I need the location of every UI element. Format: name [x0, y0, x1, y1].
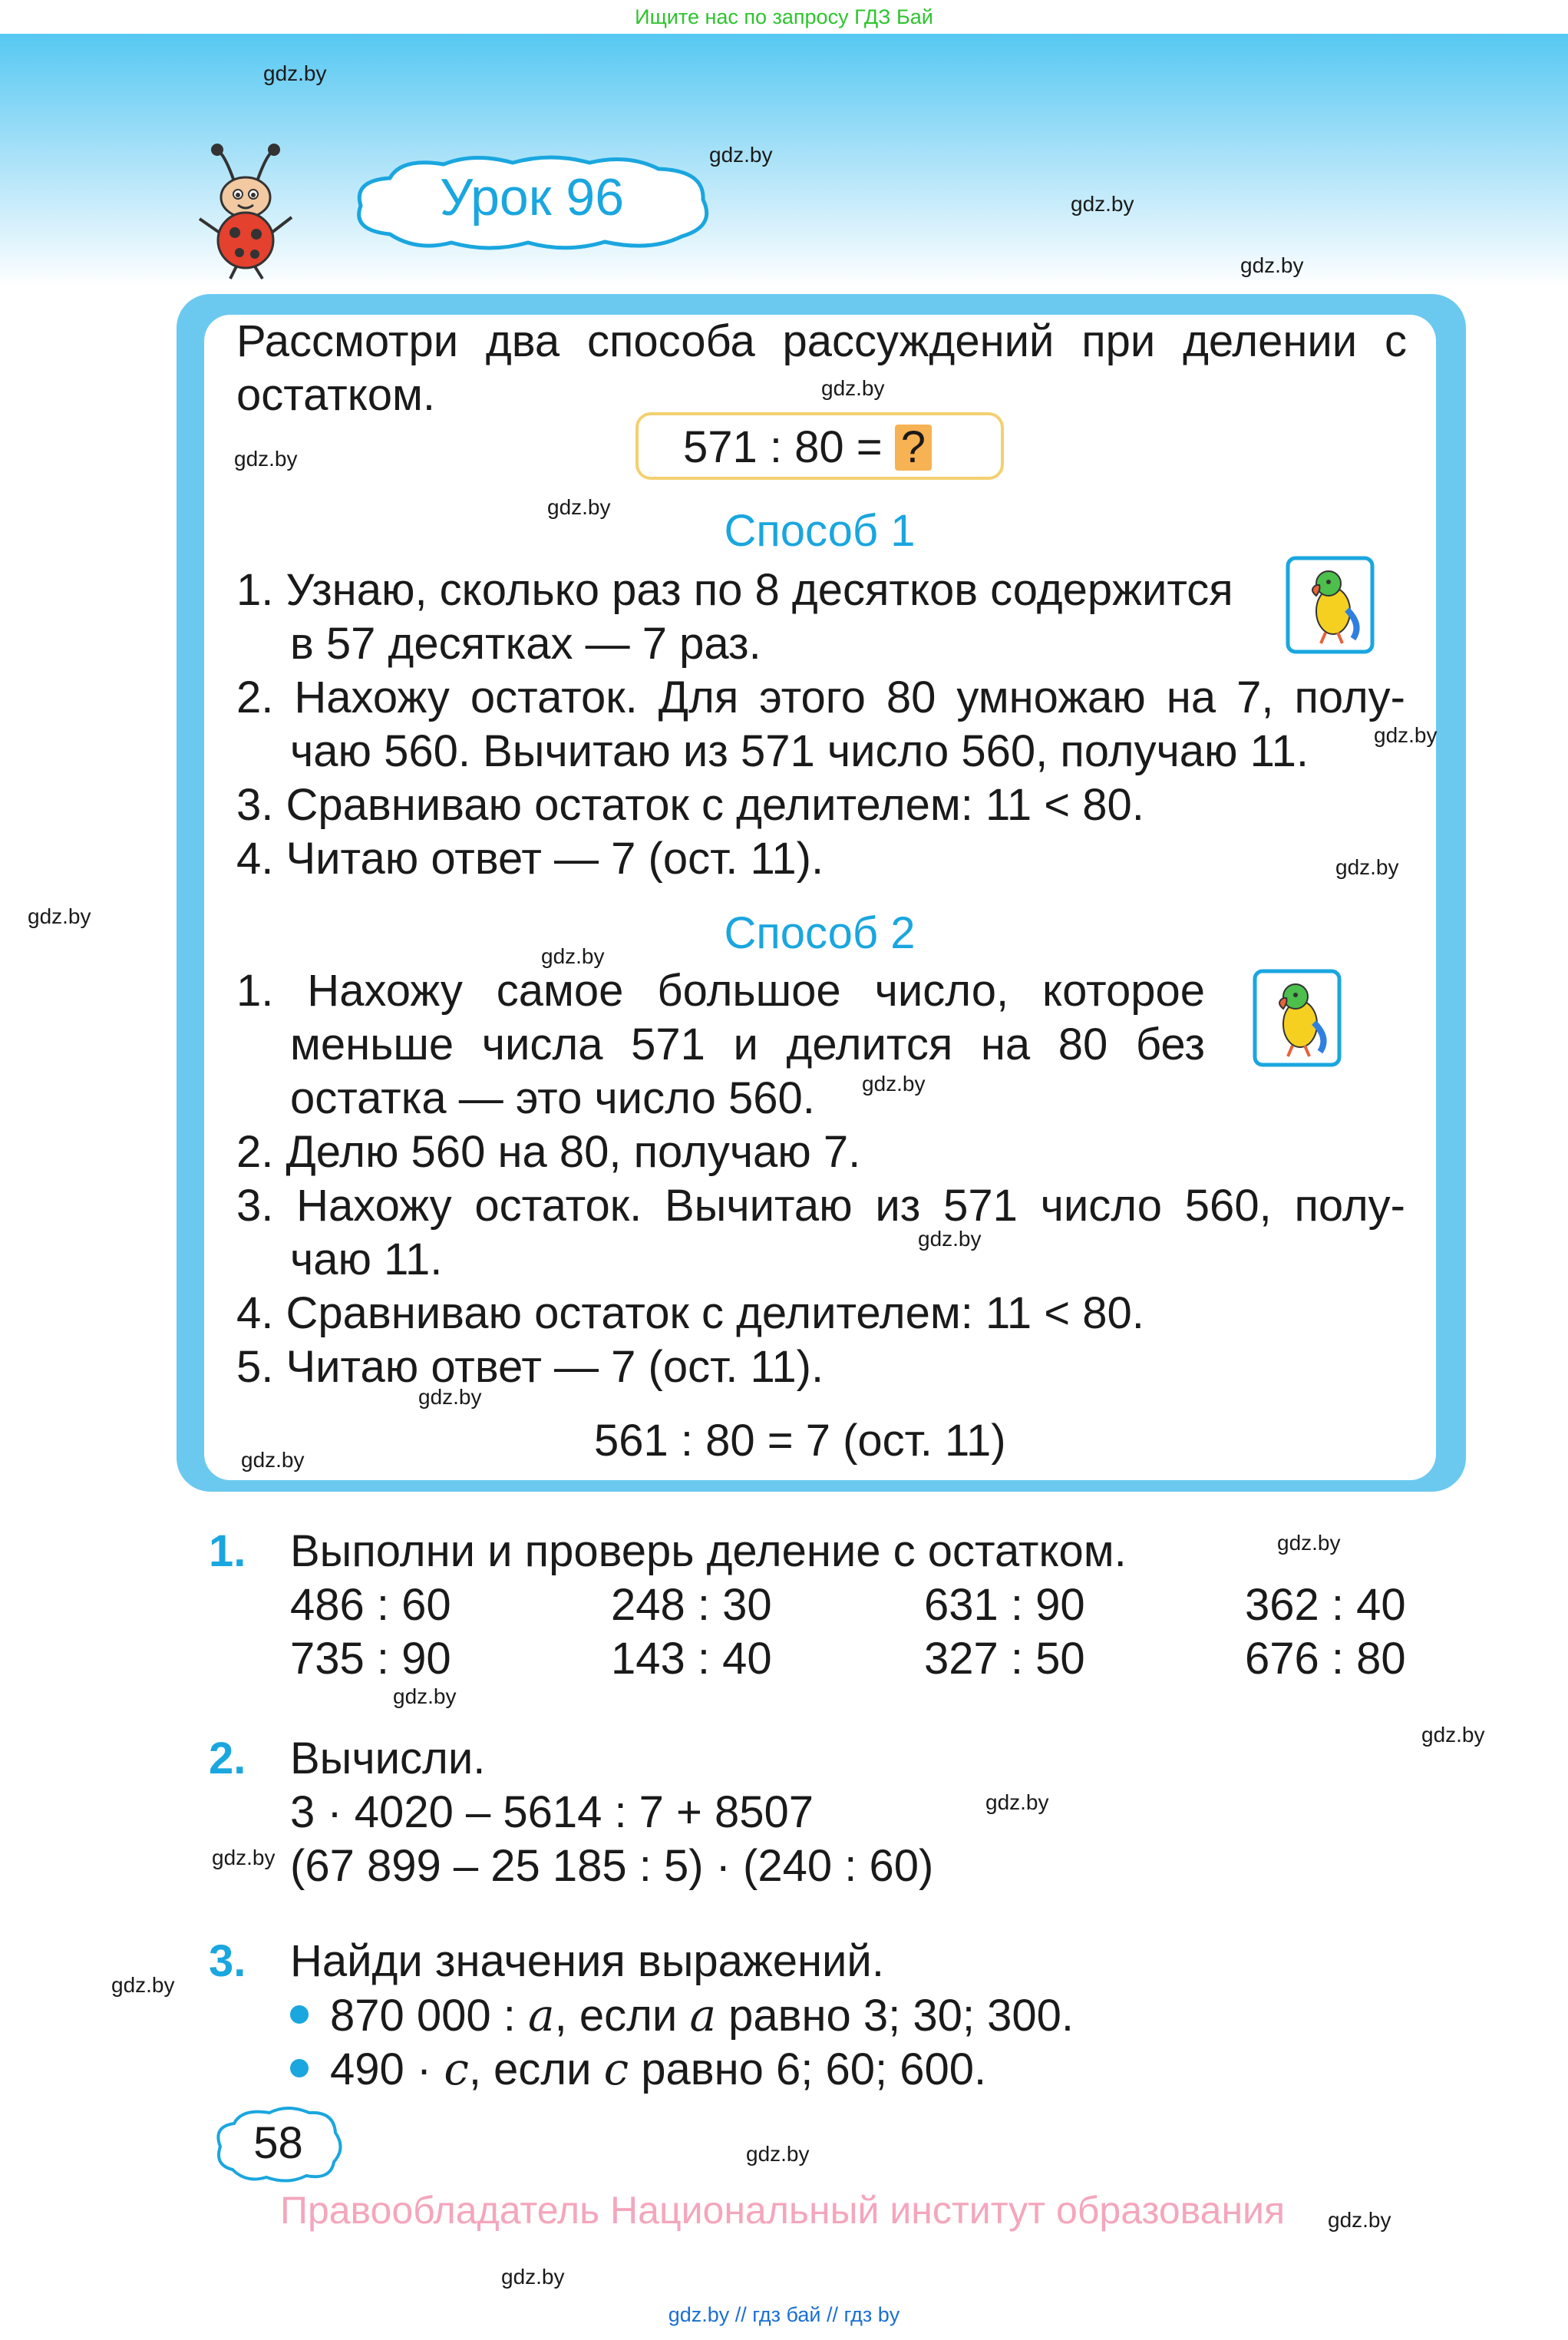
variable-a: a [689, 1989, 717, 2041]
task1-example: 143 : 40 [611, 1634, 772, 1684]
bullet-icon [290, 2059, 309, 2077]
method2-title: Способ 2 [724, 908, 916, 958]
task3-item-2-values: равно 6; 60; 600. [629, 2044, 987, 2094]
task1-example: 248 : 30 [611, 1580, 772, 1630]
task1-text: Выполни и проверь деление с остатком. [290, 1526, 1127, 1576]
watermark: gdz.by [501, 2265, 565, 2289]
watermark: gdz.by [1374, 723, 1438, 747]
main-equation-text: 571 : 80 = [683, 422, 883, 472]
task1-example: 362 : 40 [1245, 1580, 1406, 1630]
ladybug-mascot-icon [192, 142, 299, 280]
watermark: gdz.by [241, 1448, 305, 1472]
watermark: gdz.by [746, 2142, 810, 2166]
method1-title: Способ 1 [724, 506, 916, 556]
watermark: gdz.by [709, 143, 773, 167]
watermark: gdz.by [985, 1790, 1049, 1814]
method2-line-4: 2. Делю 560 на 80, получаю 7. [236, 1127, 861, 1177]
method1-line-2: в 57 десятках — 7 раз. [290, 619, 761, 669]
watermark: gdz.by [1328, 2208, 1391, 2232]
method2-line-7: 4. Сравниваю остаток с делителем: 11 < 80. [236, 1288, 1144, 1338]
bullet-icon [290, 2005, 309, 2024]
intro-line-1: Рассмотри два способа рассуждений при делении с [236, 316, 1407, 366]
task1-example: 676 : 80 [1245, 1634, 1406, 1684]
method1-line-5: 3. Сравниваю остаток с делителем: 11 < 80. [236, 780, 1144, 830]
watermark: gdz.by [918, 1227, 982, 1251]
variable-c: c [603, 2043, 629, 2095]
lesson-title: Урок 96 [439, 168, 625, 226]
unknown-mark: ? [895, 425, 932, 471]
parrot-card-icon [1253, 969, 1342, 1067]
watermark: gdz.by [234, 447, 298, 471]
task2-expression-2: (67 899 – 25 185 : 5) · (240 : 60) [290, 1841, 934, 1891]
copyright-note: Правообладатель Национальный институт образования [280, 2189, 1286, 2232]
task3-text: Найди значения выражений. [290, 1936, 884, 1986]
task3-item-2 [290, 2042, 986, 2097]
method2-line-8: 5. Читаю ответ — 7 (ост. 11). [236, 1342, 824, 1392]
task3-item-2-expr: 490 · [330, 2044, 444, 2094]
watermark: gdz.by [418, 1385, 482, 1409]
watermark: gdz.by [1335, 855, 1399, 879]
watermark: gdz.by [1071, 192, 1134, 216]
task3-item-2-if: , если [468, 2044, 604, 2094]
task3-item-1-values: равно 3; 30; 300. [716, 1991, 1074, 2041]
watermark: gdz.by [111, 1973, 175, 1997]
task2-text: Вычисли. [290, 1734, 486, 1783]
method2-line-2: меньше числа 571 и делится на 80 без [290, 1020, 1205, 1069]
method1-line-1: 1. Узнаю, сколько раз по 8 десятков содержится [236, 565, 1233, 615]
method2-line-5: 3. Нахожу остаток. Вычитаю из 571 число 560, полу- [236, 1181, 1405, 1231]
watermark: gdz.by [28, 904, 91, 928]
intro-line-2: остатком. [236, 370, 435, 420]
watermark: gdz.by [263, 61, 327, 85]
task1-example: 327 : 50 [924, 1634, 1085, 1684]
method1-line-3: 2. Нахожу остаток. Для этого 80 умножаю на 7, полу- [236, 673, 1405, 722]
task1-number: 1. [209, 1526, 246, 1576]
task3-item-1 [290, 1988, 1074, 2043]
task2-number: 2. [209, 1734, 246, 1783]
method1-line-4: чаю 560. Вычитаю из 571 число 560, получаю 11. [290, 726, 1309, 776]
task3-number: 3. [209, 1936, 246, 1986]
variable-c: c [444, 2043, 469, 2095]
watermark: gdz.by [821, 376, 885, 400]
watermark: gdz.by [862, 1072, 926, 1096]
watermark: gdz.by [212, 1846, 276, 1869]
method2-line-1: 1. Нахожу самое большое число, которое [236, 966, 1205, 1016]
task3-item-1-expr: 870 000 : [330, 1991, 528, 2041]
method2-line-3: остатка — это число 560. [290, 1073, 815, 1123]
page-number: 58 [253, 2118, 303, 2168]
task3-item-1-if: , если [554, 1991, 690, 2041]
watermark: gdz.by [393, 1684, 457, 1708]
method1-line-6: 4. Читаю ответ — 7 (ост. 11). [236, 834, 824, 884]
watermark: gdz.by [1277, 1531, 1341, 1555]
method2-result: 561 : 80 = 7 (ост. 11) [594, 1416, 1006, 1466]
footer-links[interactable]: gdz.by // гдз бай // гдз by [668, 2303, 900, 2326]
watermark: gdz.by [541, 944, 605, 968]
task2-expression-1: 3 · 4020 – 5614 : 7 + 8507 [290, 1787, 814, 1837]
main-equation [683, 421, 932, 474]
task1-example: 631 : 90 [924, 1580, 1085, 1630]
task1-example: 486 : 60 [290, 1580, 451, 1630]
watermark: gdz.by [547, 495, 611, 519]
variable-a: a [528, 1989, 555, 2041]
parrot-card-icon [1286, 556, 1375, 654]
method2-line-6: чаю 11. [290, 1234, 443, 1284]
watermark: gdz.by [1421, 1723, 1485, 1747]
top-notice: Ищите нас по запросу ГДЗ Бай [0, 0, 1568, 34]
task1-example: 735 : 90 [290, 1634, 451, 1684]
watermark: gdz.by [1240, 253, 1304, 277]
